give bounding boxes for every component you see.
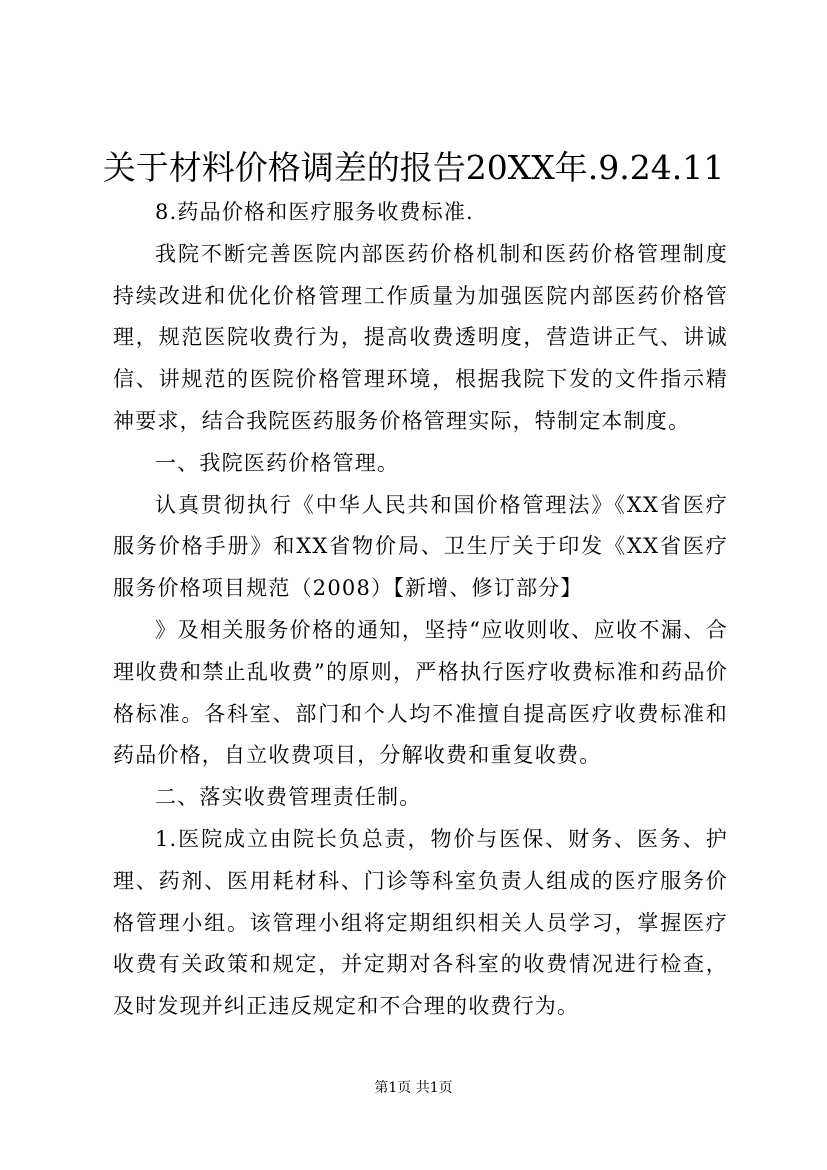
paragraph-regulations: 认真贯彻执行《中华人民共和国价格管理法》《XX省医疗服务价格手册》和XX省物价局、卫生厅关于印发《XX省医疗服务价格项目规范（2008）【新增、修订部分】 (113, 492, 728, 601)
paragraph-management-group: 1.医院成立由院长负总责，物价与医保、财务、医务、护理、药剂、医用耗材科、门诊等科室负责人组成的医疗服务价格管理小组。该管理小组将定期组织相关人员学习，掌握医疗收费有关政策和规定，并定期对各科室的收费情况进行检查，及时发现并纠正违反规定和不合理的收费行为。 (113, 826, 728, 1019)
page-footer: 第1页 共1页 (374, 1080, 453, 1096)
section-heading-price-management: 一、我院医药价格管理。 (155, 450, 400, 475)
paragraph-drug-pricing-heading: 8.药品价格和医疗服务收费标准. (155, 200, 474, 224)
document-title: 关于材料价格调差的报告20XX年.9.24.11 (102, 148, 725, 187)
document-body (113, 192, 728, 1028)
paragraph-charging-principles: 》及相关服务价格的通知，坚持“应收则收、应收不漏、合理收费和禁止乱收费”的原则，严格执行医疗收费标准和药品价格标准。各科室、部门和个人均不准擅自提高医疗收费标准和药品价格，自立收费项目，分解收费和重复收费。 (113, 617, 728, 768)
paragraph-intro: 我院不断完善医院内部医药价格机制和医药价格管理制度持续改进和优化价格管理工作质量为加强医院内部医药价格管理，规范医院收费行为，提高收费透明度，营造讲正气、讲诚信、讲规范的医院价格管理环境，根据我院下发的文件指示精神要求，结合我院医药服务价格管理实际，特制定本制度。 (113, 241, 728, 433)
section-heading-responsibility: 二、落实收费管理责任制。 (155, 785, 422, 810)
